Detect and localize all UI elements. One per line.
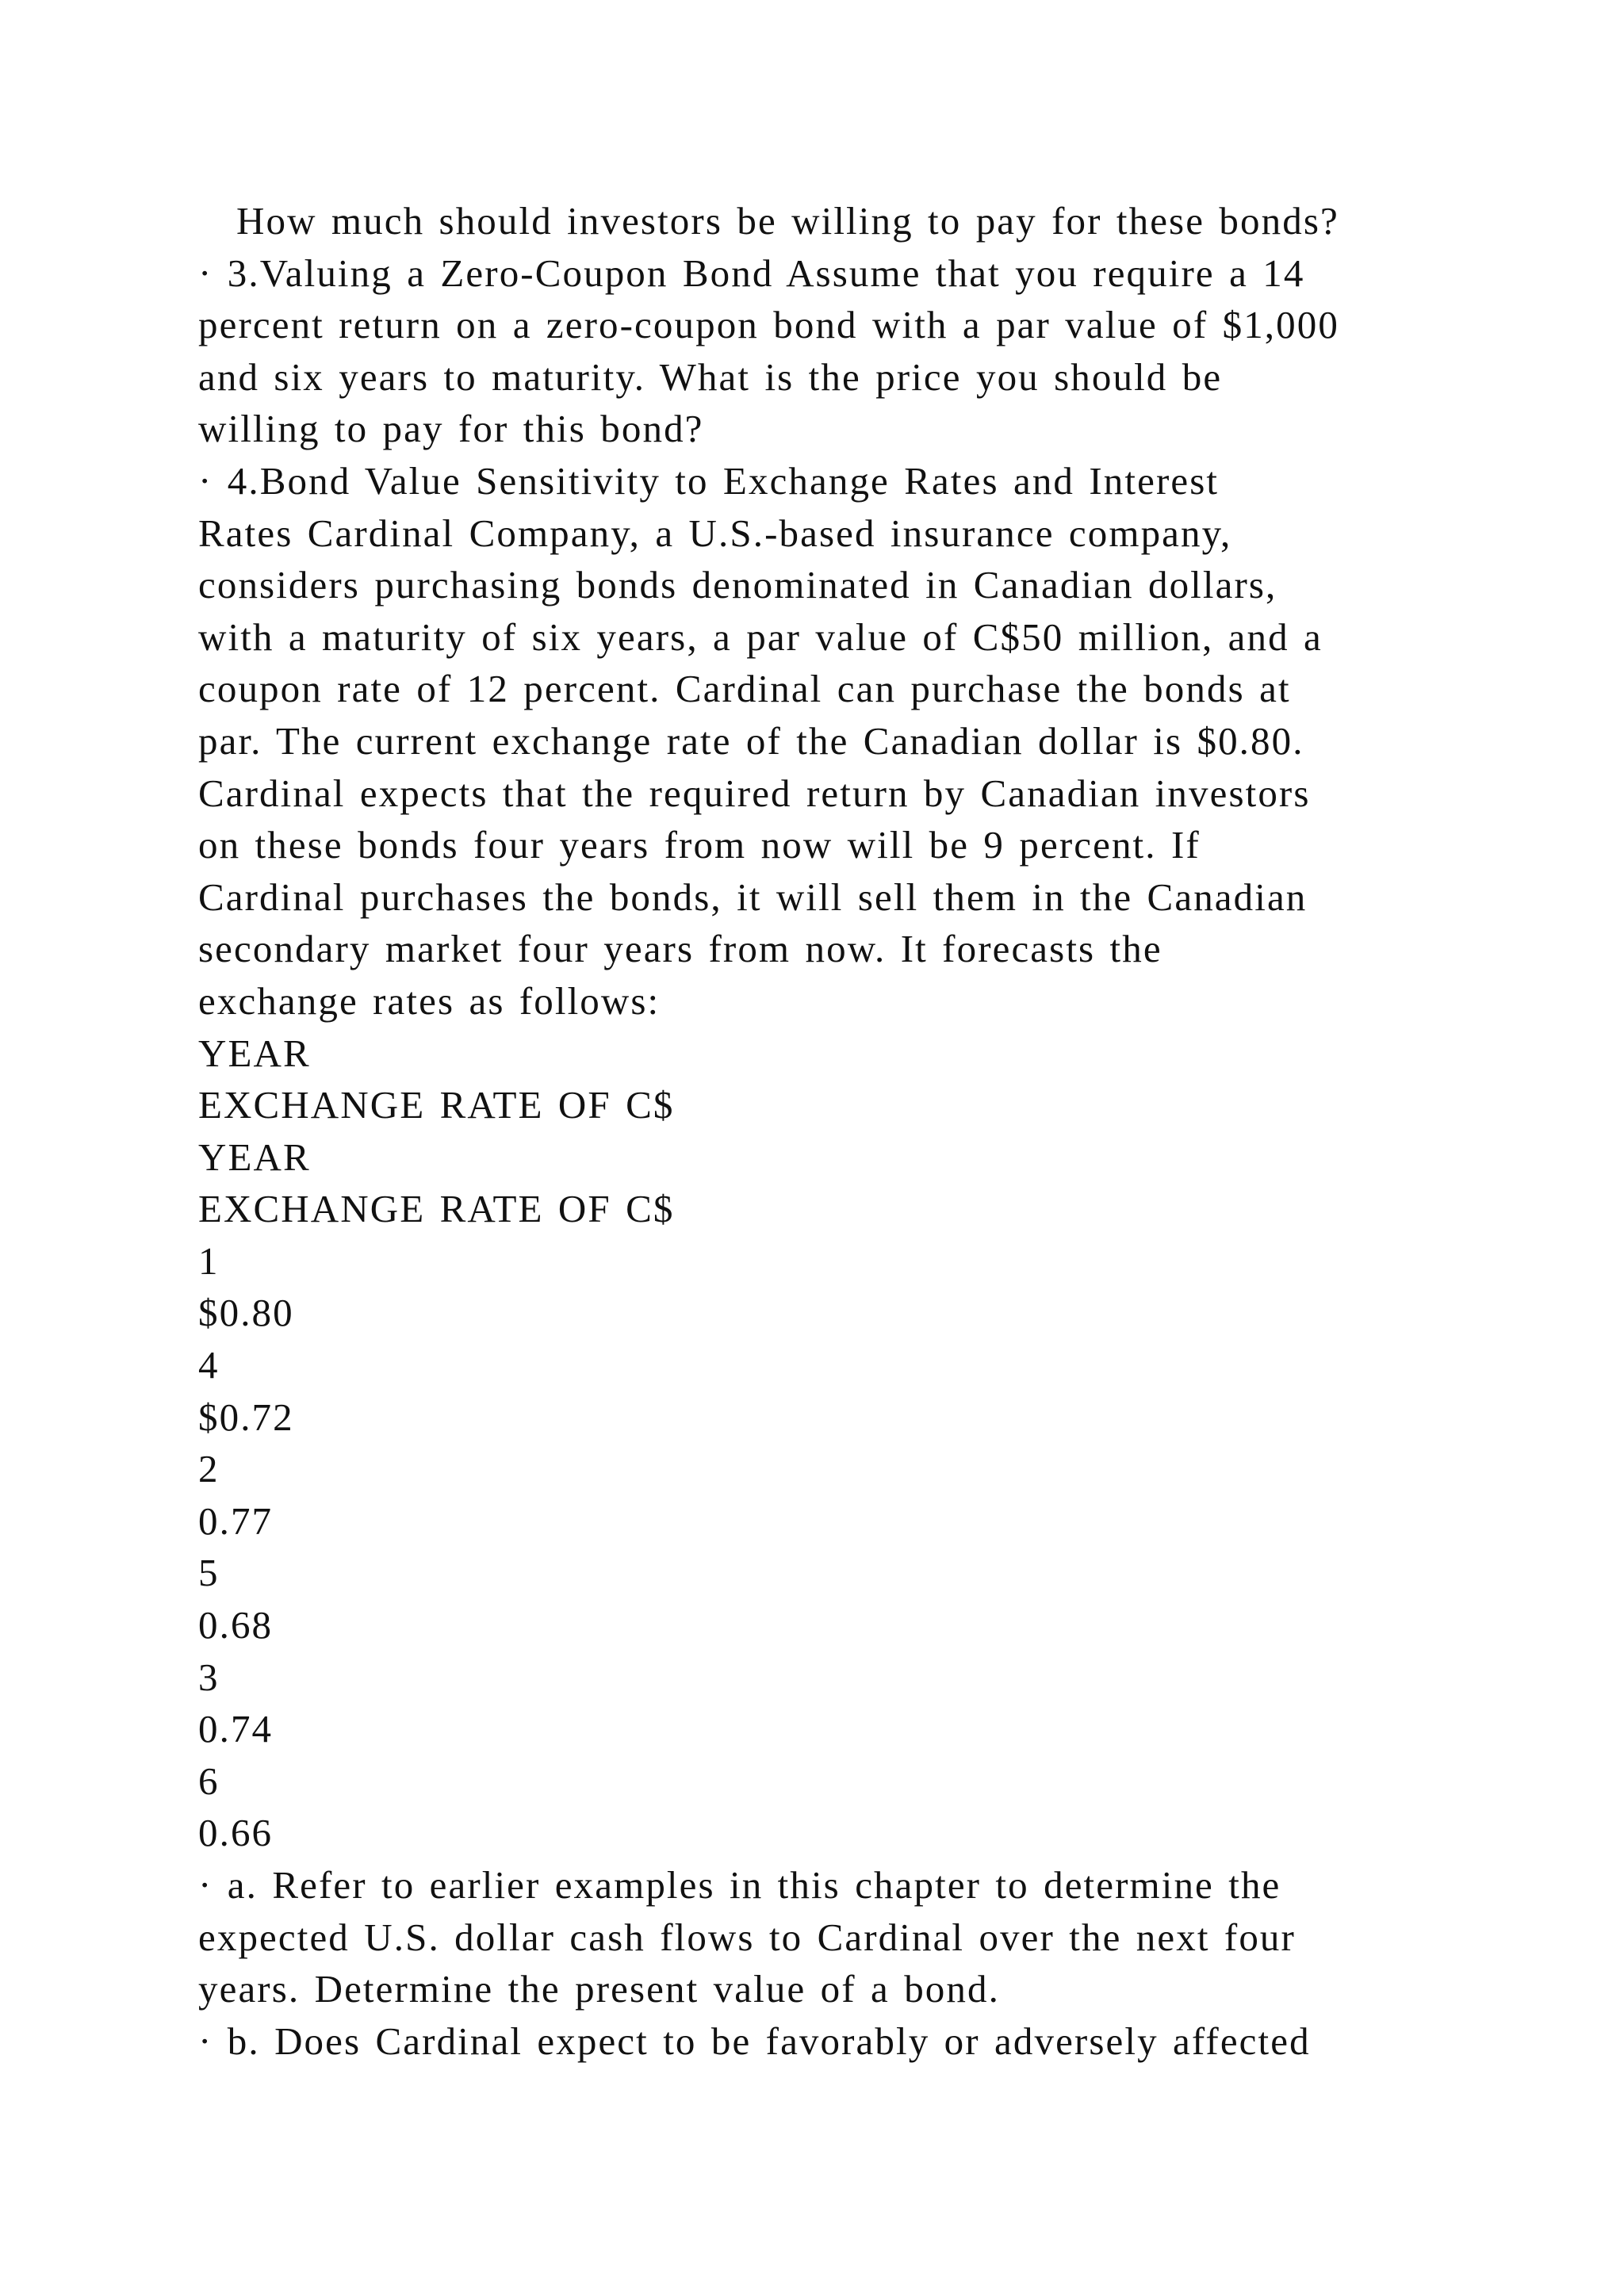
text-line: exchange rates as follows:: [198, 978, 661, 1023]
table-cell-year: 3: [198, 1655, 220, 1699]
text-line: How much should investors be willing to pay for these bonds?: [236, 199, 1339, 243]
table-cell-rate: 0.77: [198, 1498, 274, 1543]
text-line: · 3.Valuing a Zero-Coupon Bond Assume that you require a 14: [198, 251, 1305, 295]
table-header-year: YEAR: [198, 1031, 311, 1075]
table-cell-rate: 0.74: [198, 1707, 274, 1751]
text-line: expected U.S. dollar cash flows to Cardinal over the next four: [198, 1915, 1296, 1959]
table-cell-rate: $0.72: [198, 1395, 294, 1439]
text-line: · b. Does Cardinal expect to be favorably or adversely affected: [198, 2019, 1311, 2063]
table-header-exchange-rate: EXCHANGE RATE OF C$: [198, 1187, 675, 1231]
text-line: considers purchasing bonds denominated in Canadian dollars,: [198, 563, 1277, 607]
table-header-exchange-rate: EXCHANGE RATE OF C$: [198, 1083, 675, 1127]
table-cell-year: 1: [198, 1238, 220, 1283]
table-cell-rate: 0.68: [198, 1603, 274, 1647]
table-cell-rate: 0.66: [198, 1811, 274, 1855]
text-line: · 4.Bond Value Sensitivity to Exchange Rates and Interest: [198, 458, 1220, 503]
table-header-year: YEAR: [198, 1135, 311, 1179]
document-body: [198, 195, 1499, 2067]
table-cell-year: 5: [198, 1551, 220, 1595]
text-line: on these bonds four years from now will be 9 percent. If: [198, 823, 1201, 867]
table-cell-year: 2: [198, 1447, 220, 1491]
table-cell-rate: $0.80: [198, 1291, 294, 1335]
table-cell-year: 4: [198, 1343, 220, 1387]
text-line: willing to pay for this bond?: [198, 407, 704, 451]
text-line: Cardinal purchases the bonds, it will sell them in the Canadian: [198, 874, 1308, 919]
text-line: par. The current exchange rate of the Canadian dollar is $0.80.: [198, 718, 1304, 763]
text-line: secondary market four years from now. It forecasts the: [198, 927, 1162, 971]
text-line: percent return on a zero-coupon bond with a par value of $1,000: [198, 303, 1339, 347]
text-line: Rates Cardinal Company, a U.S.-based insurance company,: [198, 511, 1232, 555]
text-line: and six years to maturity. What is the price you should be: [198, 354, 1223, 399]
table-cell-year: 6: [198, 1758, 220, 1803]
text-line: coupon rate of 12 percent. Cardinal can purchase the bonds at: [198, 667, 1291, 711]
text-line: · a. Refer to earlier examples in this chapter to determine the: [198, 1863, 1281, 1907]
text-line: Cardinal expects that the required return by Canadian investors: [198, 771, 1311, 815]
text-line: with a maturity of six years, a par value of C$50 million, and a: [198, 614, 1323, 659]
text-line: years. Determine the present value of a bond.: [198, 1967, 1000, 2011]
